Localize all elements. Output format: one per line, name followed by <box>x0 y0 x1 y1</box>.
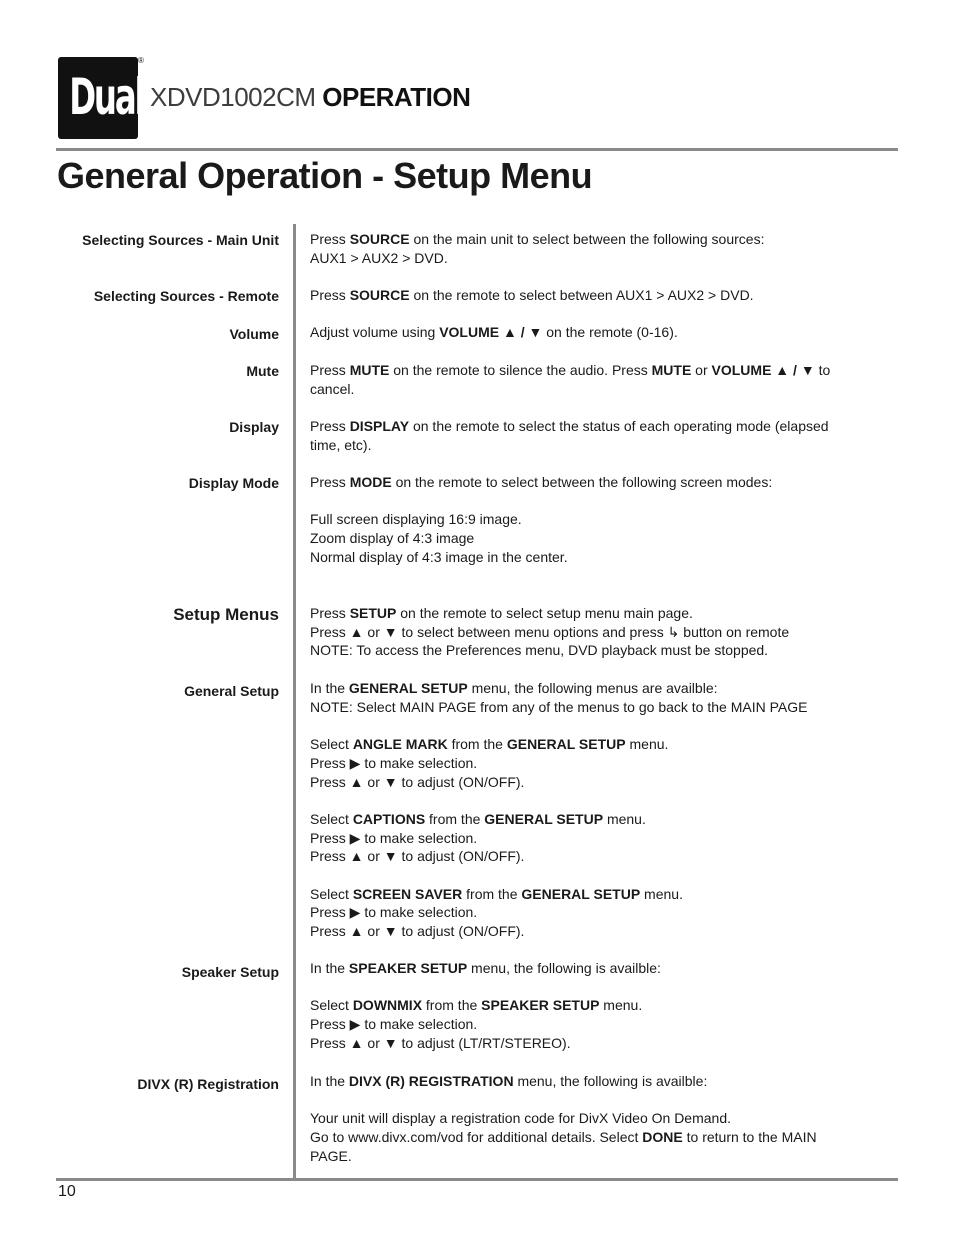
setup-menus-text: Press SETUP on the remote to select setup menu main page. Press ▲ or ▼ to select between menu options and press ↳ button on remote NOTE: To access the Preferences menu, DVD playback must be stopped. <box>310 605 790 659</box>
divx-registration-text: In the DIVX (R) REGISTRATION menu, the following is availble: Your unit will display a registration code for DivX Video On Demand. Go to www.divx.com/vod for additional details. Select DONE to return to the MAIN PAGE. <box>310 1073 817 1164</box>
volume-text: Adjust volume using VOLUME ▲ / ▼ on the remote (0-16). <box>310 324 678 340</box>
display-text: Press DISPLAY on the remote to select the status of each operating mode (elapsed time, etc). <box>310 418 829 453</box>
label-mute: Mute <box>246 363 279 379</box>
dual-logo <box>58 57 144 139</box>
label-volume: Volume <box>229 326 279 342</box>
label-setup-menus: Setup Menus <box>173 605 279 624</box>
selecting-sources-main-text: Press SOURCE on the main unit to select between the following sources: AUX1 > AUX2 > DVD. <box>310 231 765 266</box>
label-display: Display <box>229 419 279 435</box>
label-general-setup: General Setup <box>184 683 279 699</box>
mute-text: Press MUTE on the remote to silence the audio. Press MUTE or VOLUME ▲ / ▼ to cancel. <box>310 362 831 397</box>
display-mode-text: Press MODE on the remote to select between the following screen modes: Full screen displaying 16:9 image. Zoom display of 4:3 image Normal display of 4:3 image in the center. <box>310 474 773 565</box>
column-divider <box>293 224 296 1179</box>
logo-text: Dual <box>69 68 144 126</box>
model-heading <box>150 82 470 112</box>
general-setup-text: In the GENERAL SETUP menu, the following menus are availble: NOTE: Select MAIN PAGE from any of the menus to go back to the MAIN PAGE Select ANGLE MARK from the GENERAL SETUP menu. Press ▶ to make selection. Press ▲ or ▼ to adjust (ON/OFF). Select CAPTIONS from the GENERAL SETUP menu. Press ▶ to make selection. Press ▲ or ▼ to adjust (ON/OFF). Select SCREEN SAVER from the GENERAL SETUP menu. Press ▶ to make selection. Press ▲ or ▼ to adjust (ON/OFF). <box>310 680 808 940</box>
page-number: 10 <box>58 1183 76 1200</box>
label-display-mode: Display Mode <box>188 475 279 491</box>
label-divx-registration: DIVX (R) Registration <box>137 1076 279 1092</box>
registered-mark: ® <box>138 56 144 65</box>
label-selecting-sources-remote: Selecting Sources - Remote <box>93 288 279 304</box>
label-speaker-setup: Speaker Setup <box>181 964 279 980</box>
top-divider <box>56 148 898 151</box>
page-title: General Operation - Setup Menu <box>57 155 593 196</box>
bottom-divider <box>56 1178 898 1181</box>
model-number: XDVD1002CM <box>150 82 316 112</box>
label-selecting-sources-main: Selecting Sources - Main Unit <box>82 232 279 248</box>
selecting-sources-remote-text: Press SOURCE on the remote to select between AUX1 > AUX2 > DVD. <box>310 287 754 303</box>
operation-label: OPERATION <box>322 82 471 112</box>
speaker-setup-text: In the SPEAKER SETUP menu, the following is availble: Select DOWNMIX from the SPEAKER SETUP menu. Press ▶ to make selection. Press ▲ or ▼ to adjust (LT/RT/STEREO). <box>310 960 661 1051</box>
